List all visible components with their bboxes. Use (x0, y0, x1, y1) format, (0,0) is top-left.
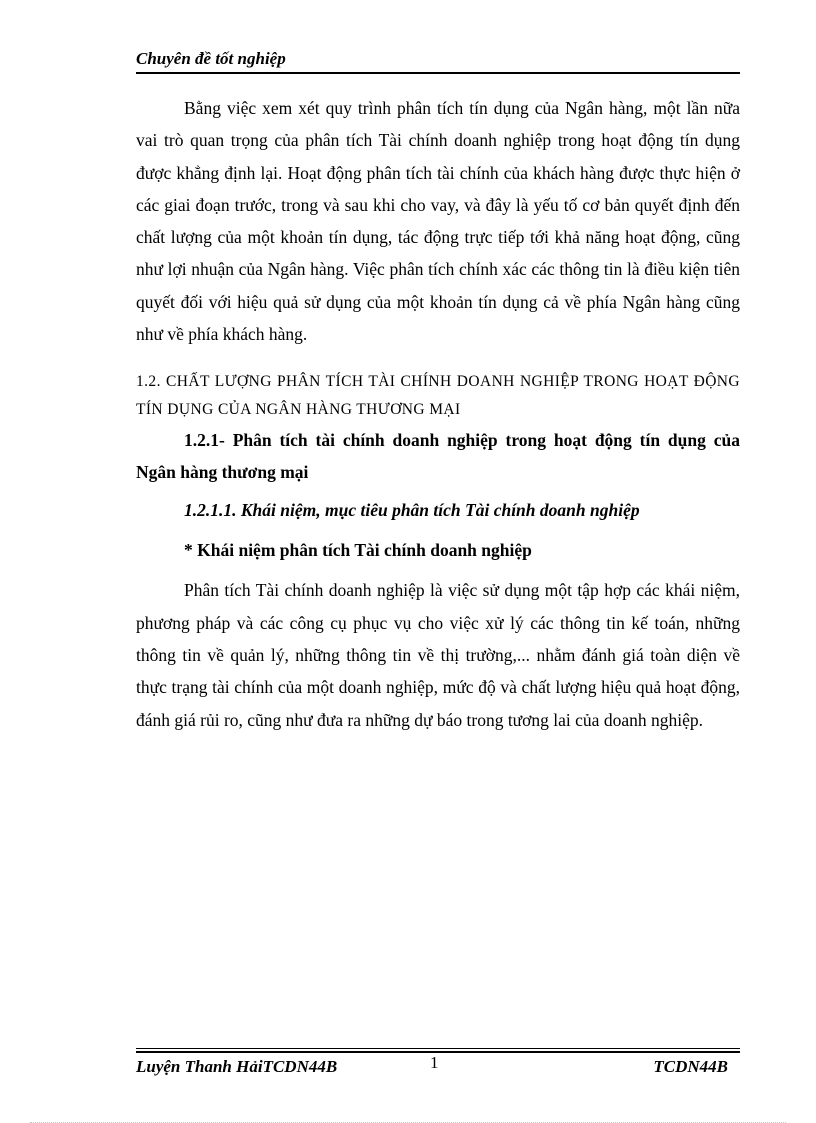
subsubsection-heading: 1.2.1.1. Khái niệm, mục tiêu phân tích Tài chính doanh nghiệp (184, 500, 640, 521)
footer-class-code: TCDN44B (653, 1057, 728, 1076)
concept-paragraph: Phân tích Tài chính doanh nghiệp là việc sử dụng một tập hợp các khái niệm, phương pháp và các công cụ phục vụ cho việc xử lý các thông tin kế toán, những thông tin về quản lý, những thông tin về thị trường,... nhằm đánh giá toàn diện về thực trạng tài chính của một doanh nghiệp, mức độ và chất lượng hiệu quả hoạt động, đánh giá rủi ro, cũng như đưa ra những dự báo trong tương lai của doanh nghiệp. (136, 580, 740, 730)
concept-heading: * Khái niệm phân tích Tài chính doanh nghiệp (184, 540, 532, 561)
page-header (136, 48, 740, 74)
intro-paragraph: Bằng việc xem xét quy trình phân tích tín dụng của Ngân hàng, một lần nữa vai trò quan trọng của phân tích Tài chính doanh nghiệp trong hoạt động tín dụng được khẳng định lại. Hoạt động phân tích tài chính của khách hàng được thực hiện ở các giai đoạn trước, trong và sau khi cho vay, và đây là yếu tố cơ bản quyết định đến chất lượng của một khoản tín dụng, tác động trực tiếp tới khả năng hoạt động, cũng như lợi nhuận của Ngân hàng. Việc phân tích chính xác các thông tin là điều kiện tiên quyết đối với hiệu quả sử dụng của một khoản tín dụng cả về phía Ngân hàng cũng như về phía khách hàng. (136, 98, 740, 345)
footer-author: Luyện Thanh HảiTCDN44B (136, 1057, 338, 1076)
page-number: 1 (430, 1053, 439, 1072)
section-heading: 1.2. CHẤT LƯỢNG PHÂN TÍCH TÀI CHÍNH DOANH NGHIỆP TRONG HOẠT ĐỘNG TÍN DỤNG CỦA NGÂN HÀNG THƯƠNG MẠI (136, 373, 740, 419)
footer-rule (136, 1048, 740, 1049)
page-footer (136, 1048, 740, 1078)
page-body (136, 92, 740, 736)
header-title: Chuyên đề tốt nghiệp (136, 49, 286, 68)
subsection-heading: 1.2.1- Phân tích tài chính doanh nghiệp trong hoạt động tín dụng của Ngân hàng thương mại (136, 430, 740, 483)
